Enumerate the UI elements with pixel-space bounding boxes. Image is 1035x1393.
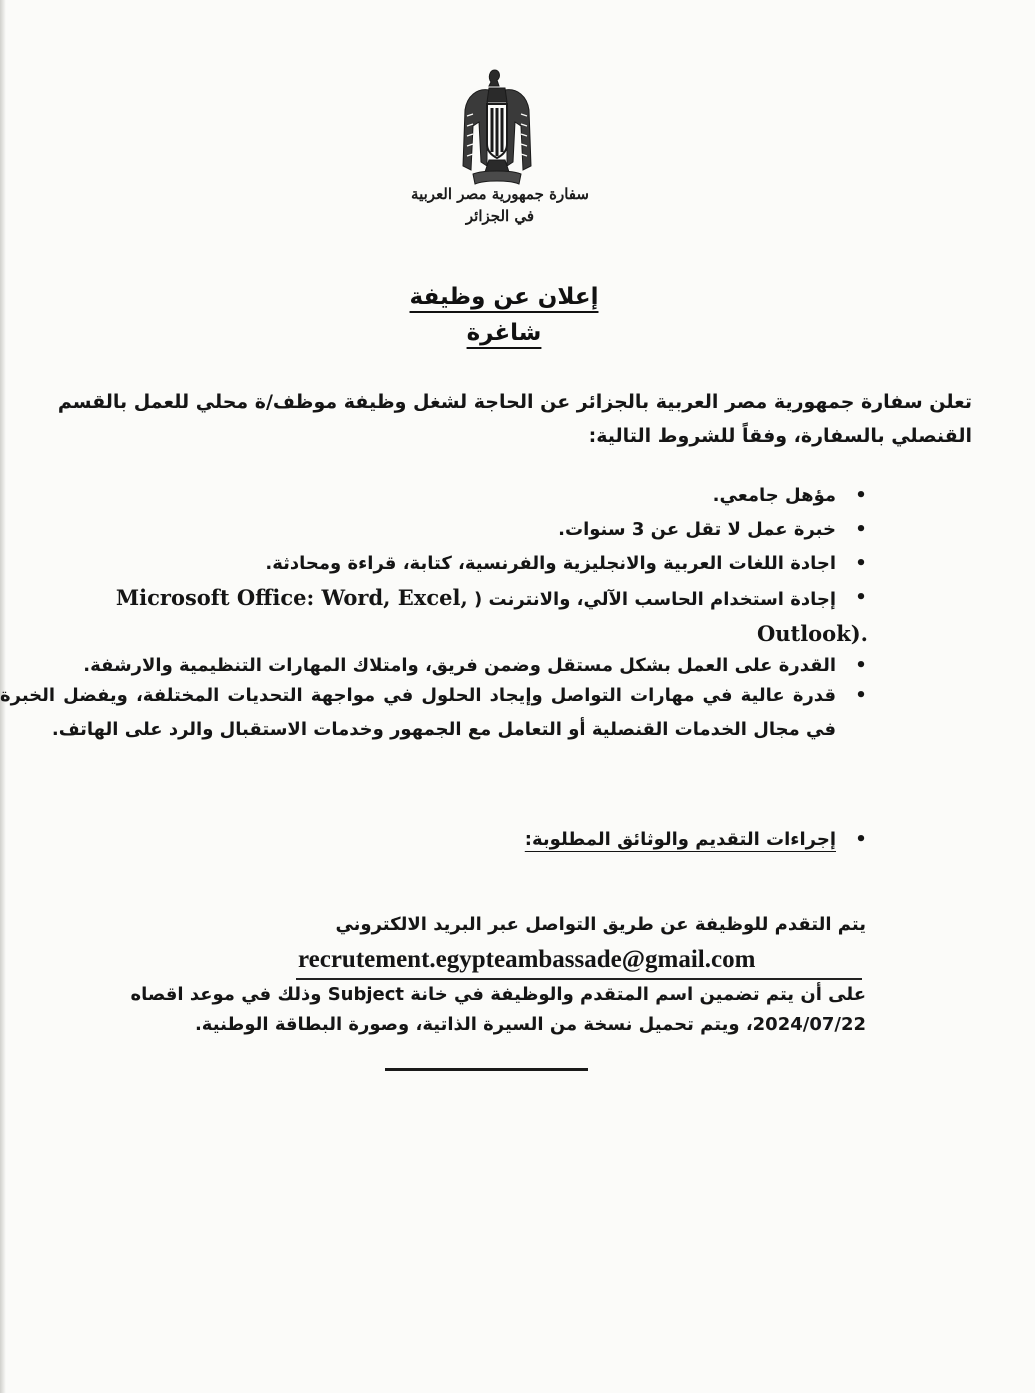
requirement-text: اجادة اللغات العربية والانجليزية والفرنسية، كتابة، قراءة ومحادثة. [265,553,836,574]
letterhead [380,183,620,227]
eagle-emblem-icon [459,66,535,190]
procedures-heading: إجراءات التقديم والوثائق المطلوبة: [524,829,836,850]
requirements-list [0,479,868,747]
list-item [0,679,868,747]
details-line-2: 2024/07/22، ويتم تحميل نسخة من السيرة الذاتية، وصورة البطاقة الوطنية. [194,1014,866,1035]
letterhead-line-city: في الجزائر [465,207,535,225]
requirement-text: خبرة عمل لا تقل عن 3 سنوات. [558,519,836,540]
intro-line-2: القنصلي بالسفارة، وفقاً للشروط التالية: [588,425,972,447]
list-item [400,823,868,857]
requirement-text: إجادة استخدام الحاسب الآلي، والانترنت ( [474,589,836,610]
application-details [0,980,866,1040]
bullet: • [855,655,867,676]
procedures-list [400,823,868,857]
bullet: • [855,553,867,574]
list-item [0,617,868,653]
contact-email: recrutement.egypteambassade@gmail.com [298,946,756,973]
intro-line-1: تعلن سفارة جمهورية مصر العربية بالجزائر عن الحاجة لشغل وظيفة موظف/ة محلي للعمل بالقسم [57,391,972,413]
list-item [0,513,868,547]
requirement-text: مؤهل جامعي. [712,485,836,506]
list-item [0,479,868,513]
list-item [0,547,868,581]
application-line: يتم التقدم للوظيفة عن طريق التواصل عبر البريد الالكتروني [335,914,866,935]
bullet: • [855,485,867,506]
bullet: • [855,519,867,540]
bullet: • [855,685,867,706]
list-item [0,653,868,679]
announcement-title: إعلان عن وظيفة شاغرة [409,284,599,346]
list-item [0,581,868,617]
letterhead-line-embassy: سفارة جمهورية مصر العربية [411,185,589,203]
requirement-text: قدرة عالية في مهارات التواصل وإيجاد الحلول في مواجهة التحديات المختلفة، ويفضل الخبرة في مجال الخدمات القنصلية أو التعامل مع الجمهور وخدمات الاستقبال والرد على الهاتف. [0,685,836,740]
closing-divider [385,1068,588,1071]
bullet: • [855,587,867,608]
software-list: Microsoft Office: Word, Excel, [115,585,468,610]
details-line-1: على أن يتم تضمين اسم المتقدم والوظيفة في خانة Subject وذلك في موعد اقصاه [130,984,866,1005]
requirement-text: القدرة على العمل بشكل مستقل وضمن فريق، وامتلاك المهارات التنظيمية والارشفة. [83,655,836,676]
intro-paragraph [0,385,972,453]
bullet: • [855,829,867,850]
software-list-continued: Outlook). [756,621,868,646]
